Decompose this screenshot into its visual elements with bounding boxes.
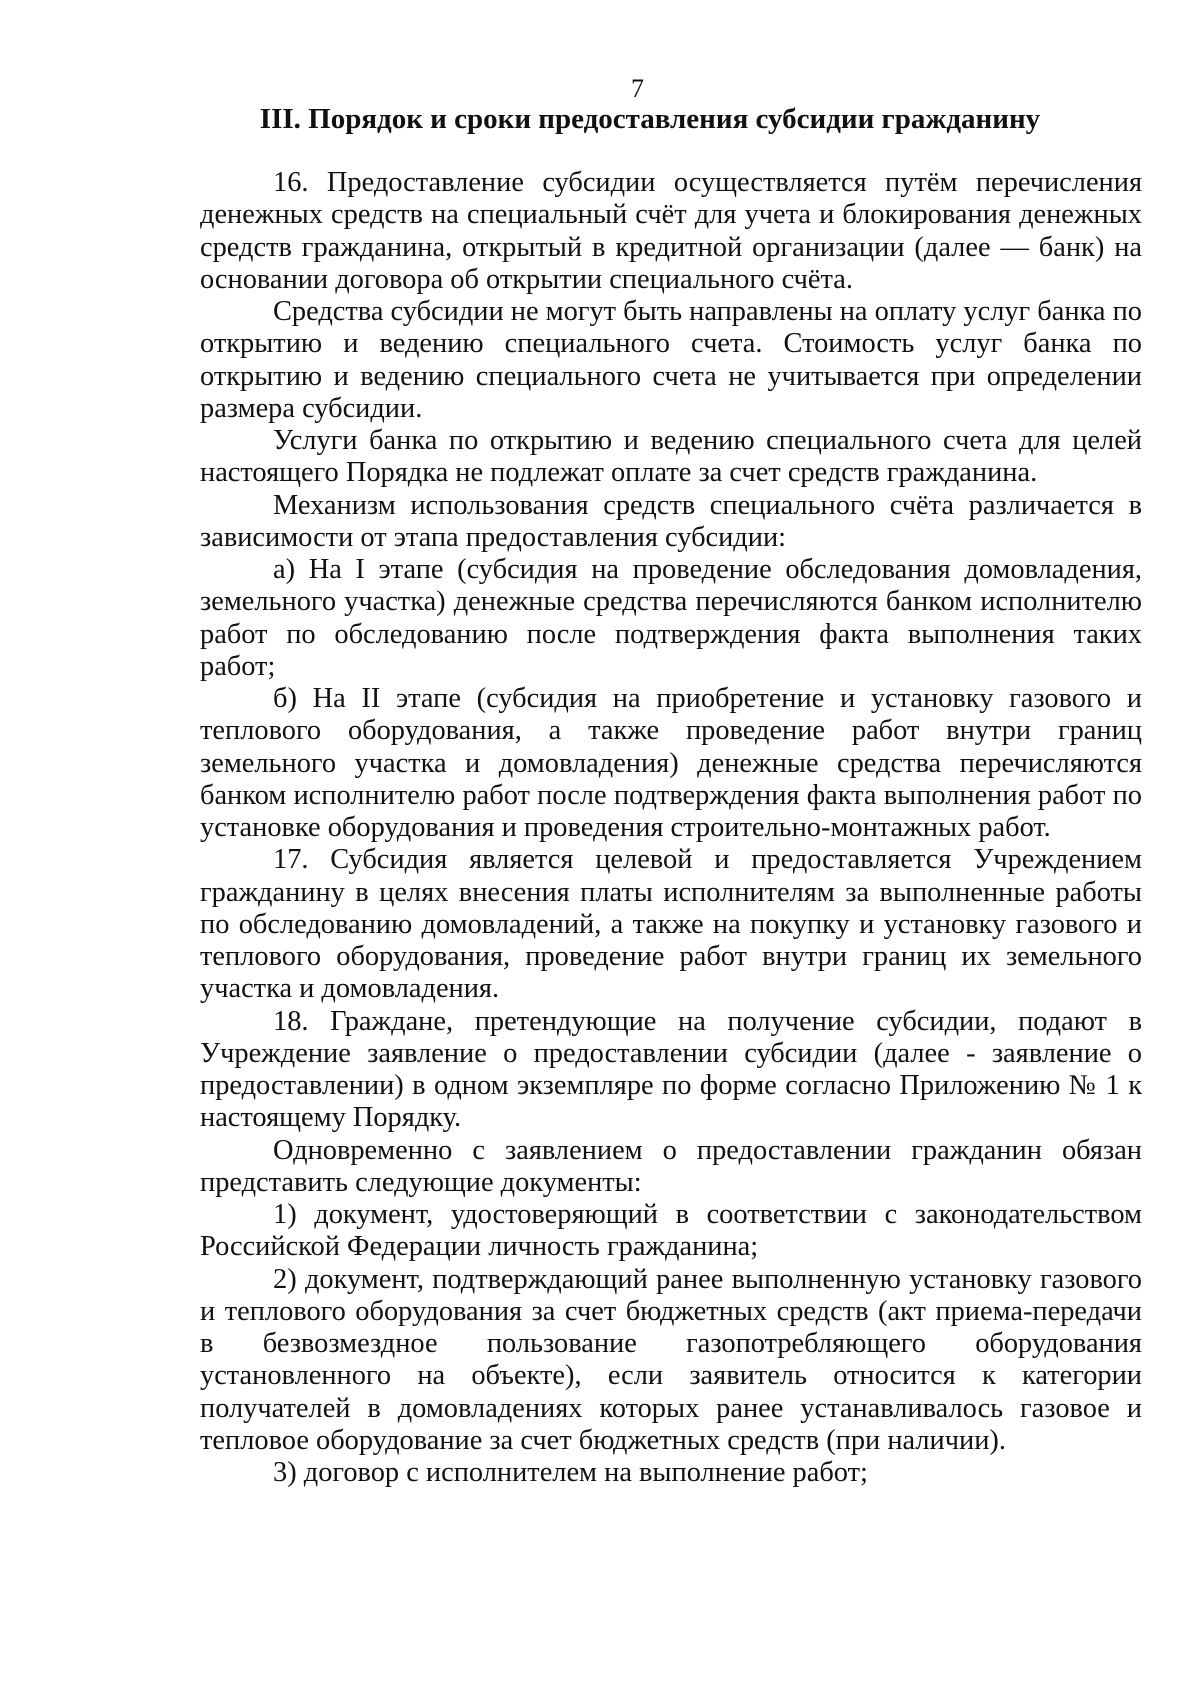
- paragraph-17: 17. Субсидия является целевой и предоставляется Учреждением гражданину в целях внесения платы исполнителям за выполненные работы по обследованию домовладений, а также на покупку и установку газового и теплового оборудования, проведение работ внутри границ их земельного участка и домовладения.: [200, 844, 1142, 1005]
- paragraph-stage-1: а) На I этапе (субсидия на проведение обследования домовладения, земельного участка) денежные средства перечисляются банком исполнителю работ по обследованию после подтверждения факта выполнения таких работ;: [200, 554, 1142, 682]
- paragraph-stage-2: б) На II этапе (субсидия на приобретение и установку газового и теплового оборудования, а также проведение работ внутри границ земельного участка и домовладения) денежные средства перечисляются банком исполнителю работ после подтверждения факта выполнения работ по установке оборудования и проведения строительно-монтажных работ.: [200, 683, 1142, 843]
- list-item-2: 2) документ, подтверждающий ранее выполненную установку газового и теплового оборудования за счет бюджетных средств (акт приема-передачи в безвозмездное пользование газопотребляющего оборудования установленного на объекте), если заявитель относится к категории получателей в домовладениях которых ранее устанавливалось газовое и тепловое оборудование за счет бюджетных средств (при наличии).: [200, 1263, 1142, 1456]
- list-item-3: 3) договор с исполнителем на выполнение работ;: [273, 1457, 868, 1488]
- paragraph-mechanism: Механизм использования средств специального счёта различается в зависимости от этапа предоставления субсидии:: [200, 489, 1142, 553]
- section-title: III. Порядок и сроки предоставления субсидии гражданину: [259, 103, 1041, 135]
- paragraph-16: 16. Предоставление субсидии осуществляется путём перечисления денежных средств на специальный счёт для учета и блокирования денежных средств гражданина, открытый в кредитной организации (далее — банк) на основании договора об открытии специального счёта.: [200, 167, 1142, 295]
- paragraph-18: 18. Граждане, претендующие на получение субсидии, подают в Учреждение заявление о предоставлении субсидии (далее - заявление о предоставлении) в одном экземпляре по форме согласно Приложению № 1 к настоящему Порядку.: [200, 1005, 1142, 1134]
- page-number: 7: [631, 74, 644, 103]
- paragraph-documents-intro: Одновременно с заявлением о предоставлении гражданин обязан представить следующие документы:: [200, 1134, 1142, 1198]
- paragraph-bank-services-cost: Средства субсидии не могут быть направлены на оплату услуг банка по открытию и ведению специального счета. Стоимость услуг банка по открытию и ведению специального счета не учитывается при определении размера субсидии.: [200, 296, 1142, 424]
- paragraph-bank-services-payment: Услуги банка по открытию и ведению специального счета для целей настоящего Порядка не подлежат оплате за счет средств гражданина.: [200, 425, 1142, 489]
- document-body: [200, 167, 1142, 1489]
- list-item-1: 1) документ, удостоверяющий в соответствии с законодательством Российской Федерации личность гражданина;: [200, 1199, 1142, 1263]
